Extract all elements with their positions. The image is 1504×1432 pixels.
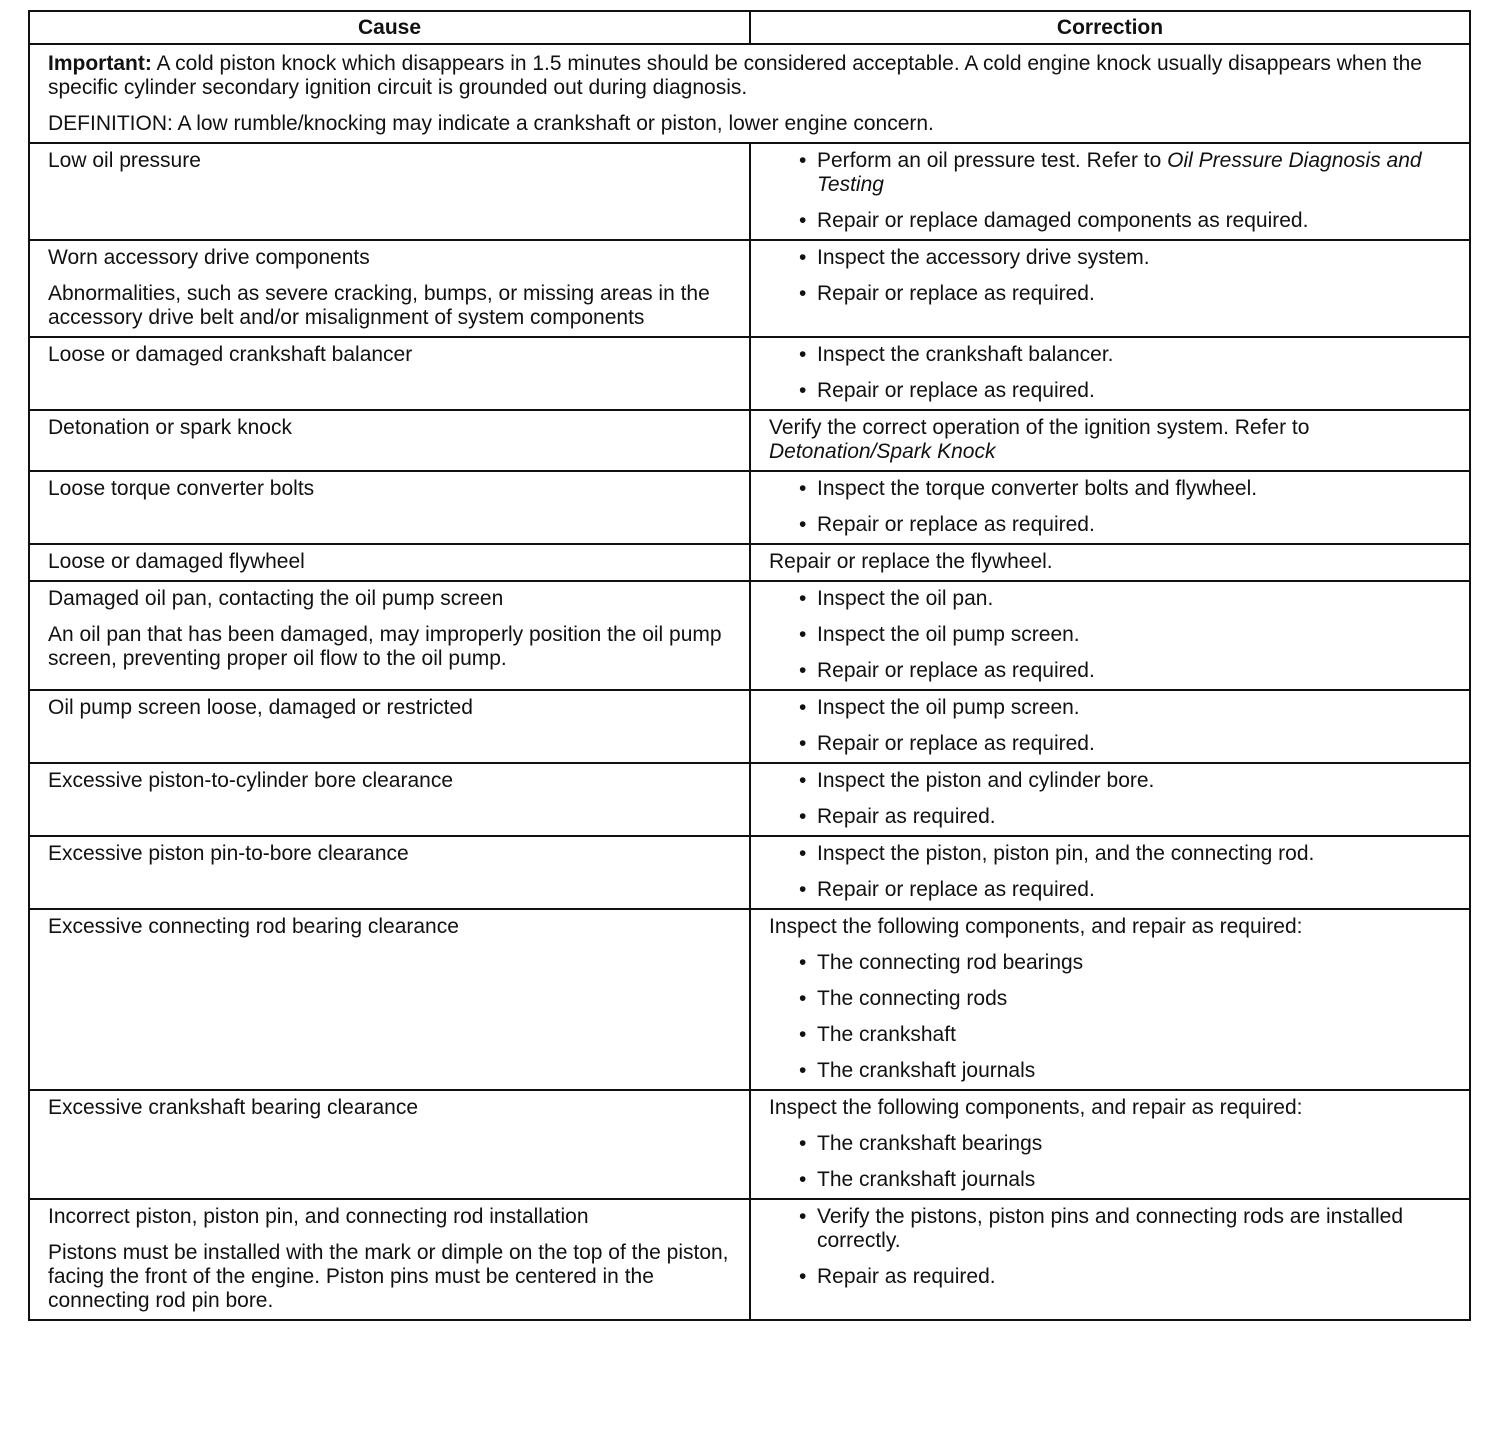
correction-intro bbox=[769, 416, 1459, 464]
correction-intro bbox=[769, 1096, 1459, 1120]
correction-cell bbox=[750, 544, 1470, 581]
cause-cell bbox=[29, 836, 750, 909]
cause-cell bbox=[29, 763, 750, 836]
correction-item bbox=[799, 732, 1459, 756]
important-label: Important: bbox=[48, 52, 152, 75]
correction-list bbox=[769, 587, 1459, 683]
correction-item bbox=[799, 149, 1459, 197]
correction-item bbox=[799, 209, 1459, 233]
cause-cell bbox=[29, 690, 750, 763]
correction-item bbox=[799, 1265, 1459, 1289]
cause-text: Excessive piston-to-cylinder bore clearance bbox=[48, 769, 454, 792]
correction-item bbox=[799, 379, 1459, 403]
cause-text: Excessive connecting rod bearing clearance bbox=[48, 915, 459, 938]
correction-cell bbox=[750, 909, 1470, 1090]
table-body bbox=[29, 44, 1470, 1320]
correction-cell bbox=[750, 471, 1470, 544]
table-row bbox=[29, 240, 1470, 337]
cause-cell bbox=[29, 544, 750, 581]
correction-intro bbox=[769, 915, 1459, 939]
correction-cell bbox=[750, 1199, 1470, 1320]
correction-item bbox=[799, 1168, 1459, 1192]
table-row bbox=[29, 337, 1470, 410]
correction-item bbox=[799, 769, 1459, 793]
cause-cell bbox=[29, 471, 750, 544]
correction-cell bbox=[750, 240, 1470, 337]
correction-item-text: Repair or replace as required. bbox=[817, 878, 1095, 901]
correction-intro bbox=[769, 550, 1459, 574]
correction-item-text: Inspect the torque converter bolts and flywheel. bbox=[817, 477, 1258, 500]
cause-text: Loose or damaged flywheel bbox=[48, 550, 305, 573]
cause-text: Low oil pressure bbox=[48, 149, 201, 172]
correction-item-text: Repair or replace as required. bbox=[817, 379, 1095, 402]
cause-cell bbox=[29, 581, 750, 690]
correction-intro-text: Repair or replace the flywheel. bbox=[769, 550, 1053, 573]
correction-item bbox=[799, 805, 1459, 829]
header-row bbox=[29, 11, 1470, 44]
correction-item-text: The connecting rod bearings bbox=[817, 951, 1084, 974]
correction-item bbox=[799, 1205, 1459, 1253]
table-row bbox=[29, 143, 1470, 240]
correction-item-text: Inspect the accessory drive system. bbox=[817, 246, 1150, 269]
correction-item bbox=[799, 1023, 1459, 1047]
table-row bbox=[29, 690, 1470, 763]
correction-item-text: Repair or replace as required. bbox=[817, 732, 1095, 755]
cause-column-header: Cause bbox=[29, 11, 750, 44]
reference-link[interactable]: Detonation/Spark Knock bbox=[769, 440, 996, 463]
correction-item bbox=[799, 282, 1459, 306]
correction-item-text: Verify the pistons, piston pins and connecting rods are installed correctly. bbox=[817, 1205, 1404, 1252]
correction-list bbox=[769, 149, 1459, 233]
cause-text: Damaged oil pan, contacting the oil pump screen bbox=[48, 587, 504, 610]
correction-item bbox=[799, 1132, 1459, 1156]
correction-column-header: Correction bbox=[750, 11, 1470, 44]
cause-text: Loose or damaged crankshaft balancer bbox=[48, 343, 413, 366]
note-row bbox=[29, 44, 1470, 143]
correction-item bbox=[799, 696, 1459, 720]
cause-detail: Abnormalities, such as severe cracking, bumps, or missing areas in the accessory drive belt and/or misalignment of system components bbox=[48, 282, 710, 329]
correction-list bbox=[769, 246, 1459, 306]
correction-intro-text: Inspect the following components, and repair as required: bbox=[769, 1096, 1303, 1119]
diagnosis-table bbox=[28, 10, 1471, 1321]
table-row bbox=[29, 1199, 1470, 1320]
note-cell bbox=[29, 44, 1470, 143]
correction-item bbox=[799, 659, 1459, 683]
cause-cell bbox=[29, 909, 750, 1090]
correction-item bbox=[799, 513, 1459, 537]
correction-item-text: Repair as required. bbox=[817, 805, 996, 828]
correction-item bbox=[799, 246, 1459, 270]
cause-text: Worn accessory drive components bbox=[48, 246, 370, 269]
correction-cell bbox=[750, 143, 1470, 240]
table-row bbox=[29, 471, 1470, 544]
cause-detail: An oil pan that has been damaged, may improperly position the oil pump screen, preventing proper oil flow to the oil pump. bbox=[48, 623, 722, 670]
correction-item-text: The crankshaft journals bbox=[817, 1059, 1036, 1082]
cause-cell bbox=[29, 143, 750, 240]
correction-item-text: Inspect the piston, piston pin, and the connecting rod. bbox=[817, 842, 1315, 865]
cause-cell bbox=[29, 240, 750, 337]
table-row bbox=[29, 581, 1470, 690]
cause-text: Oil pump screen loose, damaged or restricted bbox=[48, 696, 473, 719]
correction-item-text: Inspect the oil pump screen. bbox=[817, 623, 1080, 646]
definition-note: DEFINITION: A low rumble/knocking may indicate a crankshaft or piston, lower engine concern. bbox=[48, 112, 934, 135]
cause-detail: Pistons must be installed with the mark or dimple on the top of the piston, facing the front of the engine. Piston pins must be centered in the connecting rod pin bore. bbox=[48, 1241, 729, 1312]
correction-item bbox=[799, 587, 1459, 611]
correction-item-text: Repair or replace as required. bbox=[817, 659, 1095, 682]
important-text: A cold piston knock which disappears in 1.5 minutes should be considered acceptable. A cold engine knock usually disappears when the specific cylinder secondary ignition circuit is grounded out during diagnosis. bbox=[48, 52, 1422, 99]
correction-item bbox=[799, 951, 1459, 975]
cause-text: Loose torque converter bolts bbox=[48, 477, 315, 500]
correction-item-text: Repair as required. bbox=[817, 1265, 996, 1288]
correction-list bbox=[769, 477, 1459, 537]
table-row bbox=[29, 909, 1470, 1090]
correction-list bbox=[769, 842, 1459, 902]
cause-cell bbox=[29, 337, 750, 410]
table-row bbox=[29, 410, 1470, 471]
correction-item-text: The crankshaft bearings bbox=[817, 1132, 1043, 1155]
correction-item-text: Repair or replace as required. bbox=[817, 282, 1095, 305]
correction-item-text: The connecting rods bbox=[817, 987, 1008, 1010]
correction-item-text: Repair or replace damaged components as required. bbox=[817, 209, 1309, 232]
correction-item bbox=[799, 1059, 1459, 1083]
correction-item-text: Repair or replace as required. bbox=[817, 513, 1095, 536]
correction-list bbox=[769, 1132, 1459, 1192]
correction-list bbox=[769, 951, 1459, 1083]
correction-cell bbox=[750, 836, 1470, 909]
correction-cell bbox=[750, 763, 1470, 836]
important-note bbox=[48, 52, 1459, 100]
cause-cell bbox=[29, 1090, 750, 1199]
correction-item-text: Inspect the oil pan. bbox=[817, 587, 994, 610]
correction-list bbox=[769, 1205, 1459, 1289]
correction-intro-text: Verify the correct operation of the ignition system. Refer to bbox=[769, 416, 1310, 439]
correction-item bbox=[799, 987, 1459, 1011]
correction-cell bbox=[750, 690, 1470, 763]
correction-item bbox=[799, 842, 1459, 866]
correction-item-text: Inspect the crankshaft balancer. bbox=[817, 343, 1114, 366]
cause-text: Excessive crankshaft bearing clearance bbox=[48, 1096, 419, 1119]
cause-text: Excessive piston pin-to-bore clearance bbox=[48, 842, 409, 865]
correction-item bbox=[799, 623, 1459, 647]
correction-item bbox=[799, 343, 1459, 367]
correction-cell bbox=[750, 581, 1470, 690]
correction-list bbox=[769, 696, 1459, 756]
correction-cell bbox=[750, 337, 1470, 410]
correction-item-text: Perform an oil pressure test. Refer to bbox=[817, 149, 1168, 172]
correction-list bbox=[769, 343, 1459, 403]
cause-cell bbox=[29, 410, 750, 471]
correction-cell bbox=[750, 410, 1470, 471]
correction-item-text: Inspect the piston and cylinder bore. bbox=[817, 769, 1155, 792]
cause-text: Detonation or spark knock bbox=[48, 416, 292, 439]
reference-link[interactable]: Oil Pressure Diagnosis and Testing bbox=[817, 149, 1422, 196]
correction-cell bbox=[750, 1090, 1470, 1199]
correction-item-text: The crankshaft bbox=[817, 1023, 956, 1046]
table-row bbox=[29, 763, 1470, 836]
correction-item-text: Inspect the oil pump screen. bbox=[817, 696, 1080, 719]
correction-item bbox=[799, 477, 1459, 501]
table-row bbox=[29, 544, 1470, 581]
table-row bbox=[29, 836, 1470, 909]
correction-item bbox=[799, 878, 1459, 902]
cause-cell bbox=[29, 1199, 750, 1320]
table-row bbox=[29, 1090, 1470, 1199]
correction-item-text: The crankshaft journals bbox=[817, 1168, 1036, 1191]
correction-intro-text: Inspect the following components, and repair as required: bbox=[769, 915, 1303, 938]
cause-text: Incorrect piston, piston pin, and connecting rod installation bbox=[48, 1205, 589, 1228]
correction-list bbox=[769, 769, 1459, 829]
